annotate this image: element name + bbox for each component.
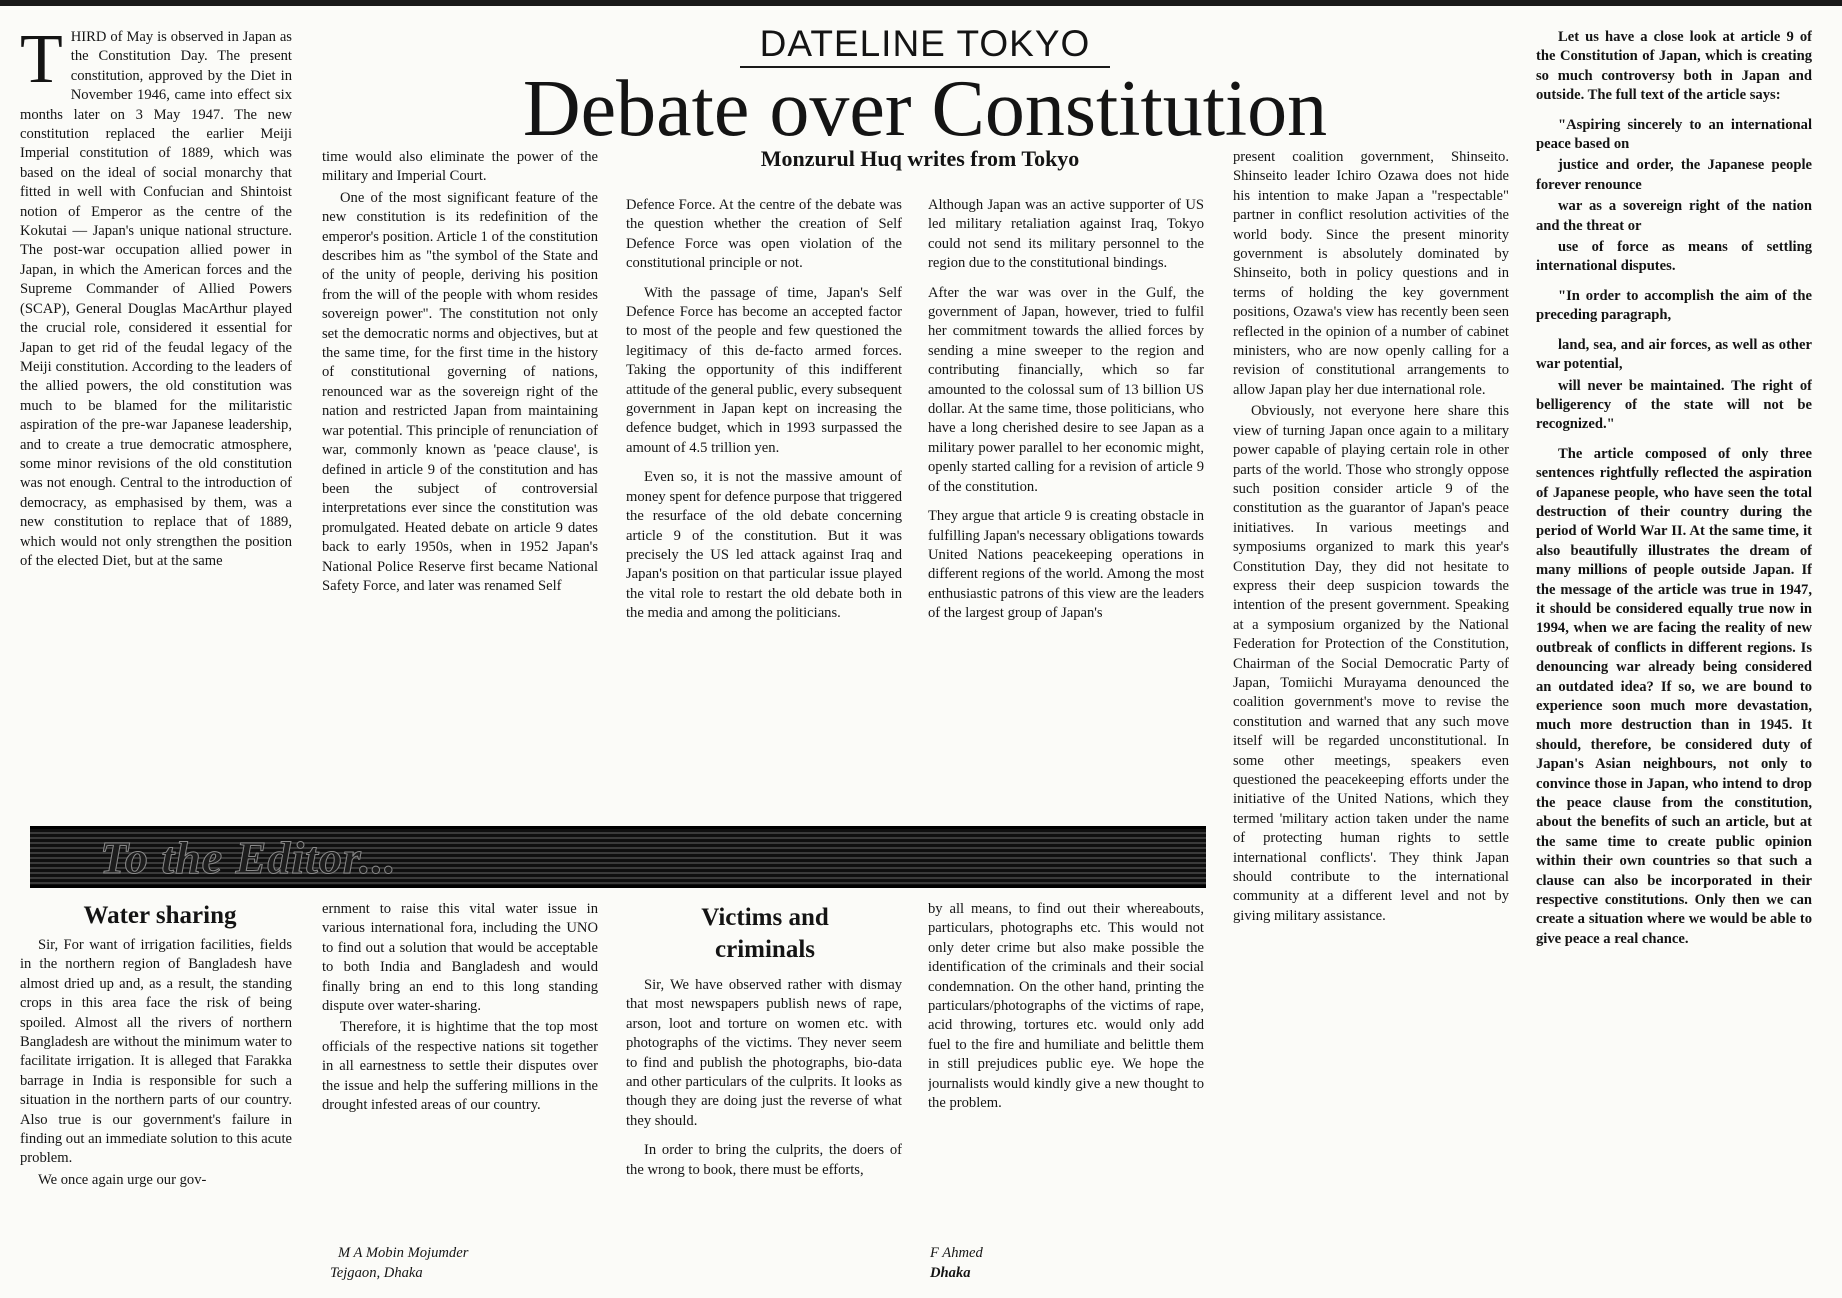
article-quote-line: war as a sovereign right of the nation and the threat or [1536,198,1812,234]
letter-1-signature-place: Tejgaon, Dhaka [330,1265,423,1281]
letter-paragraph: We once again urge our gov- [38,1171,207,1188]
letter-2-signature-name: F Ahmed [930,1245,983,1261]
article-paragraph: time would also eliminate the power of the military and Imperial Court. [322,149,598,185]
article-paragraph: One of the most significant feature of the new constitution is its redefinition of the emperor's position. Article 1 of the constitution describes him as "the symbol of the State and of the unity of people, deriving his position from the will of the people with whom resides sovereign power". The constitution not only set the democratic norms and objectives, but at the same time, for the first time in the history of constitutional governing of nations, renounced war as the sovereign right of the nation and restricted Japan from maintaining war potential. This principle of renunciation of war, commonly known as 'peace clause', is defined in article 9 of the constitution and has been the subject of controversial interpretations ever since the constitution was promulgated. Heated debate on article 9 dates back to early 1950s, when in 1952 Japan's National Police Reserve first became National Safety Force, and later was renamed Self [322,189,598,594]
letter-2-column-2 [928,900,1204,1236]
letter-1-column-1 [20,936,292,1290]
letter-title-water-sharing: Water sharing [83,902,237,929]
article-column-6 [1536,28,1812,1290]
article-column-4 [928,196,1204,824]
article-paragraph: Obviously, not everyone here share this view of turning Japan once again to a military power capable of playing certain role in other parts of the world. Those who strongly oppose such position consider article 9 of the constitution as the guarantor of Japan's peace initiatives. In various meetings and symposiums organized to mark this year's Constitution Day, they did not hesitate to express their deep suspicion towards the intention of the present government. Speaking at a symposium organized by the National Federation for Protection of the Constitution, Chairman of the Social Democratic Party of Japan, Tomiichi Murayama denounced the coalition government's move to revise the constitution and warned that any such move itself will be regarded unconstitutional. In some other meetings, speakers even questioned the peacekeeping efforts under the initiative of the United Nations, which they termed 'military action taken under the name of protecting human rights to settle international conflicts'. They think Japan should contribute to the international community at a different level and not by giving military assistance. [1233,403,1509,924]
letter-paragraph: Therefore, it is hightime that the top most officials of the respective nations sit together in all earnestness to settle their disputes over the issue and help the suffering millions in the drought infested areas of our country. [322,1019,598,1114]
letter-2-column-1 [626,976,902,1290]
article-paragraph: After the war was over in the Gulf, the government of Japan, however, tried to fulfil her commitment towards the allied forces by sending a mine sweeper to the region and contributing financially, which so far amounted to the colossal sum of 13 billion US dollar. At the same time, those politicians, who have a long cherished desire to see Japan as a military power parallel to her economic might, openly started calling for a revision of article 9 of the constitution. [928,284,1204,495]
article-column-3 [626,196,902,824]
article-paragraph: HIRD of May is observed in Japan as the Constitution Day. The present constitution, approved by the Diet in November 1946, came into effect six months later on 3 May 1947. The new constitution replaced the earlier Meiji Imperial constitution of 1889, which was based on the ideal of social monarchy that fitted in well with Confucian and Shintoist notion of Emperor as the centre of the Kokutai — Japan's unique national structure. The post-war occupation allied power in Japan, in which the American forces and the Supreme Commander of Allied Powers (SCAP), General Douglas MacArthur played the crucial role, considered it essential for Japan to get rid of the feudal legacy of the Meiji constitution. According to the leaders of the allied powers, the old constitution was much to be blamed for the militaristic aspiration of the pre-war Japanese leadership, and to create a true democratic atmosphere, some minor revisions of the old constitution was not enough. Central to the introduction of democracy, as emphasised by them, was a new constitution to replace that of 1889, which would not only strengthen the position of the elected Diet, but at the same [20,29,292,569]
article-column-1 [20,28,292,824]
letter-1-signature-name: M A Mobin Mojumder [338,1245,469,1261]
letter-title-victims-and-criminals: Victims and criminals [701,904,829,963]
letter-paragraph: Sir, For want of irrigation facilities, fields in the northern region of Bangladesh have almost dried up and, as a result, the standing crops in this area face the risk of being spoiled. Almost all the rivers of northern Bangladesh are without the minimum water to facilitate irrigation. It is alleged that Farakka barrage in India is responsible for such a situation in the northern parts of our country. Also true is our government's failure in finding out an immediate solution to this acute problem. [20,937,292,1167]
letter-1-column-2 [322,900,598,1236]
article-quote-line: "In order to accomplish the aim of the preceding paragraph, [1536,287,1812,324]
article-paragraph: The article composed of only three sentences rightfully reflected the aspiration of Japanese people, who have seen the total destruction of their country during the period of World War II. At the same time, it also beautifully illustrates the dream of many millions of people outside Japan. If the message of the article was true in 1947, it should be considered equally true now in 1994, when we are facing the reality of new outbreak of conflicts in different regions. Is denouncing war already being considered an outdated idea? If so, we are bound to experience soon much more devastation, much more destruction than in 1945. It should, therefore, be considered duty of Japan's Asian neighbours, not only to convince those in Japan, who intend to drop the peace clause from the constitution, about the benefits of such an article, but at the same time to create public opinion within their own countries so that such a clause can also be incorporated in their respective constitutions. Only then we can create a situation where we would be able to give peace a real chance. [1536,445,1812,947]
article-quote-line: justice and order, the Japanese people forever renounce [1536,157,1812,193]
article-column-2 [322,148,598,824]
letter-paragraph: ernment to raise this vital water issue in various international fora, including the UNO to find out a solution that would be acceptable to both India and Bangladesh and would finally bring an end to this long standing dispute over water-sharing. [322,901,598,1015]
to-the-editor-banner [30,826,1206,888]
article-paragraph: Defence Force. At the centre of the debate was the question whether the creation of Self Defence Force was open violation of the constitutional principle or not. [626,197,902,272]
article-paragraph: present coalition government, Shinseito. Shinseito leader Ichiro Ozawa does not hide his intention to make Japan a "respectable" partner in conflict resolution activities of the world body. Since the present minority government is absolutely dominated by Shinseito, both in policy questions and in terms of holding the key government positions, Ozawa's view has recently been seen reflected in the opinion of a number of cabinet ministers, who are now openly calling for a revision of constitutional arrangements to allow Japan play her due international role. [1233,149,1509,398]
article-quote-line: land, sea, and air forces, as well as other war potential, [1536,336,1812,373]
letter-paragraph: In order to bring the culprits, the doers of the wrong to book, there must be efforts, [626,1142,902,1178]
article-paragraph: They argue that article 9 is creating obstacle in fulfilling Japan's necessary obligations towards United Nations peacekeeping operations in different regions of the world. Among the most enthusiastic patrons of this view are the leaders of the largest group of Japan's [928,508,1204,622]
article-quote-line: will never be maintained. The right of belligerency of the state will not be recognized." [1536,377,1812,433]
letter-paragraph: Sir, We have observed rather with dismay that most newspapers publish news of rape, arson, loot and torture on women etc. with photographs of the victims. They never seem to find and publish the photographs, bio-data and other particulars of the culprits. It looks as though they are doing just the reverse of what they should. [626,977,902,1129]
article-quote-line: "Aspiring sincerely to an international peace based on [1536,116,1812,153]
article-paragraph: Even so, it is not the massive amount of money spent for defence purpose that triggered the resurface of the old debate concerning article 9 of the constitution. But it was precisely the US led attack against Iraq and Japan's position on that particular issue played the vital role to restart the old debate both in the media and among the politicians. [626,469,902,622]
article-paragraph: Let us have a close look at article 9 of the Constitution of Japan, which is creating so much controversy both in Japan and outside. The full text of the article says: [1536,29,1812,104]
byline: Monzurul Huq writes from Tokyo [760,146,1080,171]
article-paragraph: With the passage of time, Japan's Self Defence Force has become an accepted factor to most of the people and few questioned the legitimacy of this de-facto armed forces. Taking the opportunity of this indifferent attitude of the general public, every subsequent government in Japan kept on increasing the defence budget, which in 1993 surpassed the amount of 4.5 trillion yen. [626,284,902,456]
article-paragraph: Although Japan was an active supporter of US led military retaliation against Iraq, Tokyo could not send its military personnel to the region due to the constitutional bindings. [928,197,1204,272]
letter-paragraph: by all means, to find out their whereabouts, particulars, photographs etc. This would not only deter crime but also make possible the identification of the criminals and their social condemnation. On the other hand, printing the particulars/photographs of the victims of rape, acid throwing, tortures etc. would only add fuel to the fire and humiliate and belittle them in still prejudices public eye. We hope the journalists would kindly give a new thought to the problem. [928,901,1204,1112]
drop-cap: T [20,28,63,98]
page-top-rule [0,0,1842,6]
dateline: DATELINE TOKYO [740,22,1110,68]
article-column-5 [1233,148,1509,1288]
article-quote-line: use of force as means of settling international disputes. [1536,239,1812,275]
banner-title: To the Editor... [100,832,397,883]
headline: Debate over Constitution [522,65,1328,153]
letter-2-signature-place: Dhaka [930,1265,971,1281]
